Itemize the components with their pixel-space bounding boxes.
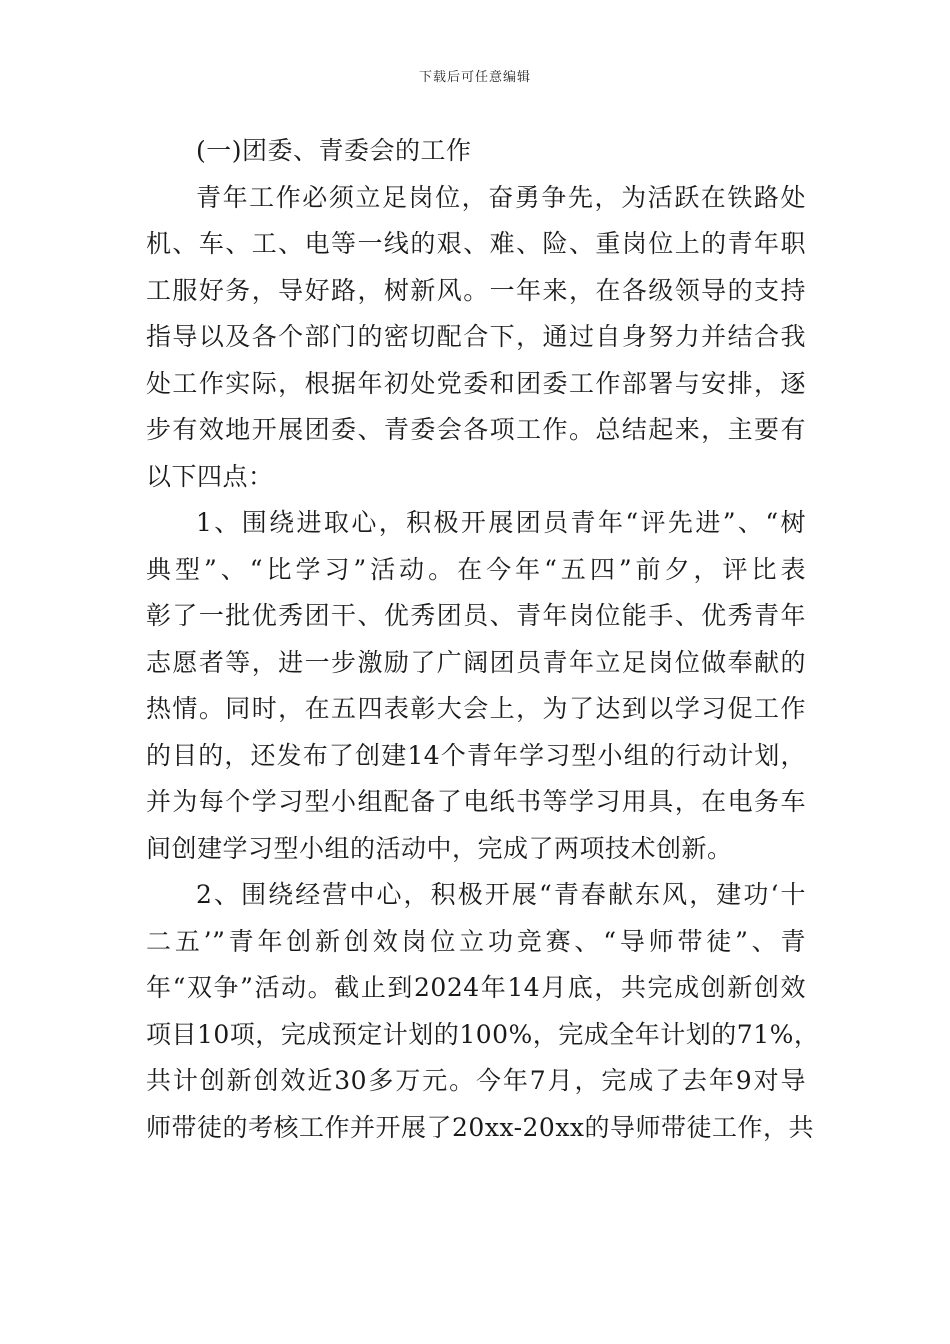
- document-body: [146, 128, 820, 1151]
- paragraph-line: 青年工作必须立足岗位，奋勇争先，为活跃在铁路处: [196, 182, 806, 212]
- paragraph-line: 步有效地开展团委、青委会各项工作。总结起来，主要有: [146, 415, 806, 444]
- paragraph-line: 1、围绕进取心，积极开展团员青年“评先进”、“树: [196, 508, 806, 537]
- paragraph-line: 共计创新创效近30多万元。今年7月，完成了去年9对导: [146, 1066, 806, 1095]
- paragraph-line: 项目10项，完成预定计划的100%，完成全年计划的71%，: [146, 1019, 820, 1049]
- paragraph-line: 处工作实际，根据年初处党委和团委工作部署与安排，逐: [146, 368, 806, 398]
- paragraph-line: 并为每个学习型小组配备了电纸书等学习用具，在电务车: [146, 787, 806, 816]
- paragraph-line: 以下四点：: [146, 461, 274, 491]
- paragraph-line: 工服好务，导好路，树新风。一年来，在各级领导的支持: [146, 275, 806, 305]
- paragraph-line: 指导以及各个部门的密切配合下，通过自身努力并结合我: [146, 322, 806, 351]
- page-header-note: 下载后可任意编辑: [418, 70, 531, 85]
- paragraph-line: 典型”、“比学习”活动。在今年“五四”前夕，评比表: [146, 554, 806, 584]
- paragraph-line: 师带徒的考核工作并开展了20xx-20xx的导师带徒工作，共: [146, 1112, 815, 1142]
- paragraph-line: 的目的，还发布了创建14个青年学习型小组的行动计划，: [146, 740, 806, 770]
- paragraph-line: 年“双争”活动。截止到2024年14月底，共完成创新创效: [146, 973, 806, 1002]
- section-heading: (一)团委、青委会的工作: [196, 136, 472, 165]
- paragraph-line: 间创建学习型小组的活动中，完成了两项技术创新。: [146, 833, 733, 863]
- paragraph-line: 彰了一批优秀团干、优秀团员、青年岗位能手、优秀青年: [146, 601, 806, 630]
- paragraph-line: 热情。同时，在五四表彰大会上，为了达到以学习促工作: [146, 694, 806, 723]
- paragraph-line: 志愿者等，进一步激励了广阔团员青年立足岗位做奉献的: [146, 647, 806, 677]
- paragraph-line: 二五’”青年创新创效岗位立功竞赛、“导师带徒”、青: [146, 926, 806, 956]
- paragraph-line: 2、围绕经营中心，积极开展“青春献东风，建功‘十: [196, 880, 806, 909]
- paragraph-line: 机、车、工、电等一线的艰、难、险、重岗位上的青年职: [146, 229, 806, 258]
